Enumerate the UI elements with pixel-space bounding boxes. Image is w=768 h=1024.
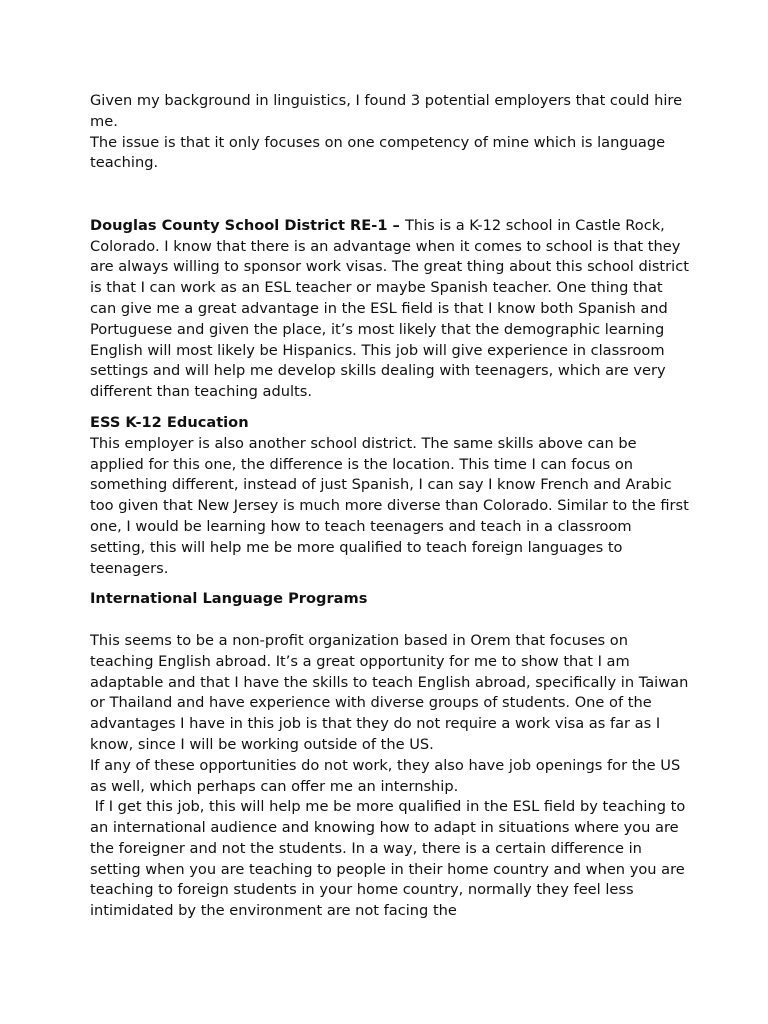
section-douglas-county	[90, 216, 690, 403]
section-body-douglas-county: This is a K-12 school in Castle Rock, Colorado. I know that there is an advantage when it comes to school is that they are always willing to sponsor work visas. The great thing about this school district is that I can work as an ESL teacher or maybe Spanish teacher. One thing that can give me a great advantage in the ESL field is that I know both Spanish and Portuguese and given the place, it’s most likely that the demographic learning English will most likely be Hispanics. This job will give experience in classroom settings and will help me develop skills dealing with teenagers, which are very different than teaching adults.	[90, 216, 689, 401]
section-body-ess: This employer is also another school district. The same skills above can be applied for this one, the difference is the location. This time I can focus on something different, instead of just Spanish, I can say I know French and Arabic too given that New Jersey is much more diverse than Colorado. Similar to the first one, I would be learning how to teach teenagers and teach in a classroom setting, this will help me be more qualified to teach foreign languages to teenagers.	[90, 434, 689, 577]
spacer	[90, 610, 690, 631]
section-body-ilp-2: If any of these opportunities do not work, they also have job openings for the US as well, which perhaps can offer me an internship.	[90, 756, 681, 795]
intro-line-1: Given my background in linguistics, I found 3 potential employers that could hire me.	[90, 92, 683, 130]
section-body-ilp-1: This seems to be a non-profit organization based in Orem that focuses on teaching English abroad. It’s a great opportunity for me to show that I am adaptable and that I have the skills to teach English abroad, specifically in Taiwan or Thailand and have experience with diverse groups of students. One of the advantages I have in this job is that they do not require a work visa as far as I know, since I will be working outside of the US.	[90, 631, 689, 753]
spacer	[90, 195, 690, 216]
section-body-ilp-3: If I get this job, this will help me be more qualified in the ESL field by teaching to an international audience and knowing how to adapt in situations where you are the foreigner and not the students. In a way, there is a certain difference in setting when you are teaching to people in their home country and when you are teaching to foreign students in your home country, normally they feel less intimidated by the environment are not facing the	[90, 798, 690, 920]
intro-line-2: The issue is that it only focuses on one competency of mine which is language teaching.	[90, 133, 666, 172]
section-heading-ess: ESS K-12 Education	[90, 413, 249, 431]
section-heading-ilp: International Language Programs	[90, 590, 368, 608]
spacer	[90, 403, 690, 413]
section-heading-douglas-county: Douglas County School District RE-1 –	[90, 216, 405, 234]
document-page	[90, 91, 690, 922]
spacer	[90, 174, 690, 195]
spacer	[90, 579, 690, 589]
